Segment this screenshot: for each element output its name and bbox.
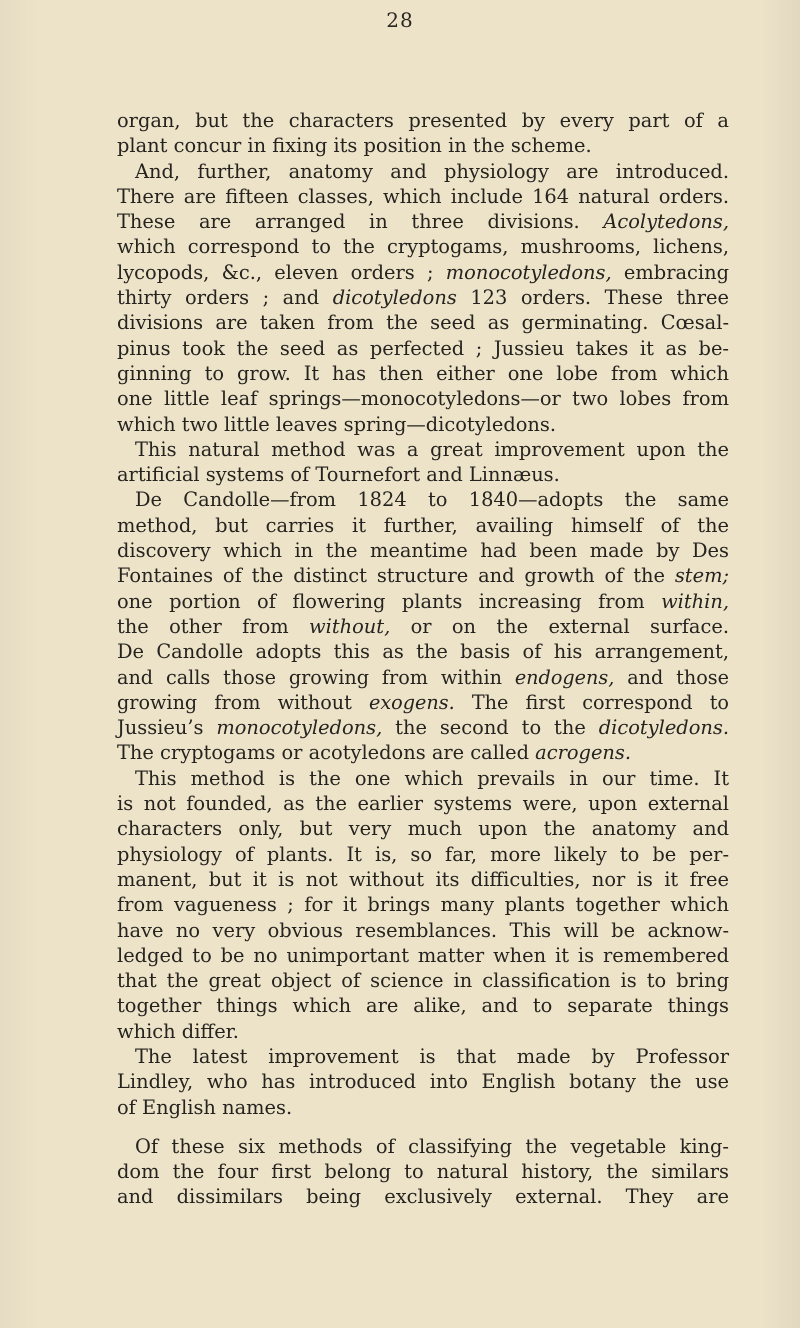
text-line — [117, 968, 729, 993]
text-span: or on the external surface. — [390, 614, 729, 638]
text-line — [117, 412, 729, 437]
text-span: Lindley, who has introduced into English botany the use — [117, 1070, 729, 1094]
text-line — [117, 943, 729, 968]
text-span: This natural method was a great improvement upon the — [135, 437, 729, 461]
text-span: which differ. — [117, 1019, 239, 1043]
text-line — [117, 234, 729, 259]
text-span: which correspond to the cryptogams, mushrooms, lichens, — [117, 235, 729, 259]
text-span: divisions are taken from the seed as germinating. Cœsal- — [117, 311, 729, 335]
text-line — [117, 513, 729, 538]
text-line — [117, 108, 729, 133]
text-line — [117, 386, 729, 411]
text-line — [117, 184, 729, 209]
text-span: which two little leaves spring—dicotyledons. — [117, 412, 557, 436]
italic-term: exogens. — [369, 690, 455, 714]
text-line — [117, 867, 729, 892]
italic-term: within, — [661, 589, 729, 613]
text-span: and calls those growing from within — [117, 665, 515, 689]
text-span: This method is the one which prevails in our time. It — [135, 766, 729, 790]
text-line — [117, 1044, 729, 1069]
italic-term: Acolytedons, — [603, 210, 729, 234]
italic-term: dicotyledons — [332, 286, 457, 310]
text-line — [117, 1134, 729, 1159]
italic-term: dicotyledons. — [598, 716, 729, 740]
text-line — [117, 133, 729, 158]
text-span: discovery which in the meantime had been made by Des — [117, 539, 729, 563]
text-line — [117, 1095, 729, 1120]
italic-term: endogens, — [514, 665, 615, 689]
text-span: the other from — [117, 614, 310, 638]
text-span: manent, but it is not without its difficulties, nor is it free — [117, 867, 729, 891]
text-span: dom the four first belong to natural history, the similars — [117, 1160, 729, 1184]
text-span: embracing — [611, 260, 729, 284]
text-span: Jussieu’s — [117, 716, 217, 740]
text-line — [117, 993, 729, 1018]
text-span: Of these six methods of classifying the vegetable king- — [135, 1134, 729, 1158]
text-span: the second to the — [382, 716, 599, 740]
text-span: one little leaf springs—monocotyledons—or two lobes from — [117, 387, 729, 411]
text-line — [117, 766, 729, 791]
text-line — [117, 1069, 729, 1094]
text-span: De Candolle—from 1824 to 1840—adopts the same — [135, 488, 729, 512]
text-line — [117, 336, 729, 361]
text-span: pinus took the seed as perfected ; Jussieu takes it as be- — [117, 336, 729, 360]
text-span: growing from without — [117, 690, 369, 714]
text-line — [117, 842, 729, 867]
page-number: 28 — [386, 8, 414, 32]
text-line — [117, 918, 729, 943]
text-line — [117, 538, 729, 563]
text-line — [117, 816, 729, 841]
text-span: that the great object of science in classification is to bring — [117, 969, 729, 993]
text-span: plant concur in fixing its position in the scheme. — [117, 134, 592, 158]
italic-term: stem; — [674, 564, 729, 588]
text-span: physiology of plants. It is, so far, more likely to be per- — [117, 842, 729, 866]
text-line — [117, 892, 729, 917]
text-span: ginning to grow. It has then either one lobe from which — [117, 361, 729, 385]
text-line — [117, 361, 729, 386]
text-span: method, but carries it further, availing himself of the — [117, 513, 729, 537]
text-line — [117, 614, 729, 639]
text-span: And, further, anatomy and physiology are introduced. — [135, 159, 729, 183]
italic-term: monocotyledons, — [445, 260, 612, 284]
italic-term: without, — [309, 614, 391, 638]
text-span: together things which are alike, and to separate things — [117, 994, 729, 1018]
text-span: De Candolle adopts this as the basis of his arrangement, — [117, 640, 729, 664]
text-line — [117, 589, 729, 614]
text-span: is not founded, as the earlier systems were, upon external — [117, 792, 729, 816]
text-span: of English names. — [117, 1095, 293, 1119]
text-span: These are arranged in three divisions. — [117, 210, 604, 234]
text-line — [117, 260, 729, 285]
text-line — [117, 285, 729, 310]
text-line — [117, 665, 729, 690]
text-line — [117, 1159, 729, 1184]
text-span: 123 orders. These three — [456, 286, 729, 310]
text-line — [117, 209, 729, 234]
text-line — [117, 740, 729, 765]
text-span: artificial systems of Tournefort and Linnæus. — [117, 463, 560, 487]
text-span: organ, but the characters presented by every part of a — [117, 109, 729, 132]
text-line — [117, 462, 729, 487]
text-line — [117, 310, 729, 335]
text-span: There are fifteen classes, which include 164 natural orders. — [117, 184, 729, 208]
text-line — [117, 1019, 729, 1044]
text-line — [117, 715, 729, 740]
body-text — [117, 108, 729, 1210]
text-line — [117, 563, 729, 588]
text-span: ledged to be no unimportant matter when it is remembered — [117, 943, 729, 967]
text-line — [117, 639, 729, 664]
italic-term: monocotyledons, — [216, 716, 383, 740]
text-span: The cryptogams or acotyledons are called — [117, 741, 536, 765]
text-span: one portion of flowering plants increasing from — [117, 589, 662, 613]
text-span: and those — [614, 665, 729, 689]
italic-term: acrogens. — [535, 741, 632, 765]
text-span: and dissimilars being exclusively external. They are — [117, 1185, 729, 1209]
text-span: have no very obvious resemblances. This will be acknow- — [117, 918, 729, 942]
text-span: thirty orders ; and — [117, 286, 333, 310]
text-span: characters only, but very much upon the anatomy and — [117, 817, 729, 841]
text-line — [117, 1184, 729, 1209]
text-span: The first correspond to — [454, 690, 729, 714]
text-span: The latest improvement is that made by Professor — [135, 1044, 729, 1068]
text-span: from vagueness ; for it brings many plants together which — [117, 893, 729, 917]
text-line — [117, 437, 729, 462]
text-line — [117, 487, 729, 512]
text-line — [117, 791, 729, 816]
text-span: Fontaines of the distinct structure and growth of the — [117, 564, 675, 588]
text-line — [117, 159, 729, 184]
text-line — [117, 690, 729, 715]
text-span: lycopods, &c., eleven orders ; — [117, 260, 446, 284]
